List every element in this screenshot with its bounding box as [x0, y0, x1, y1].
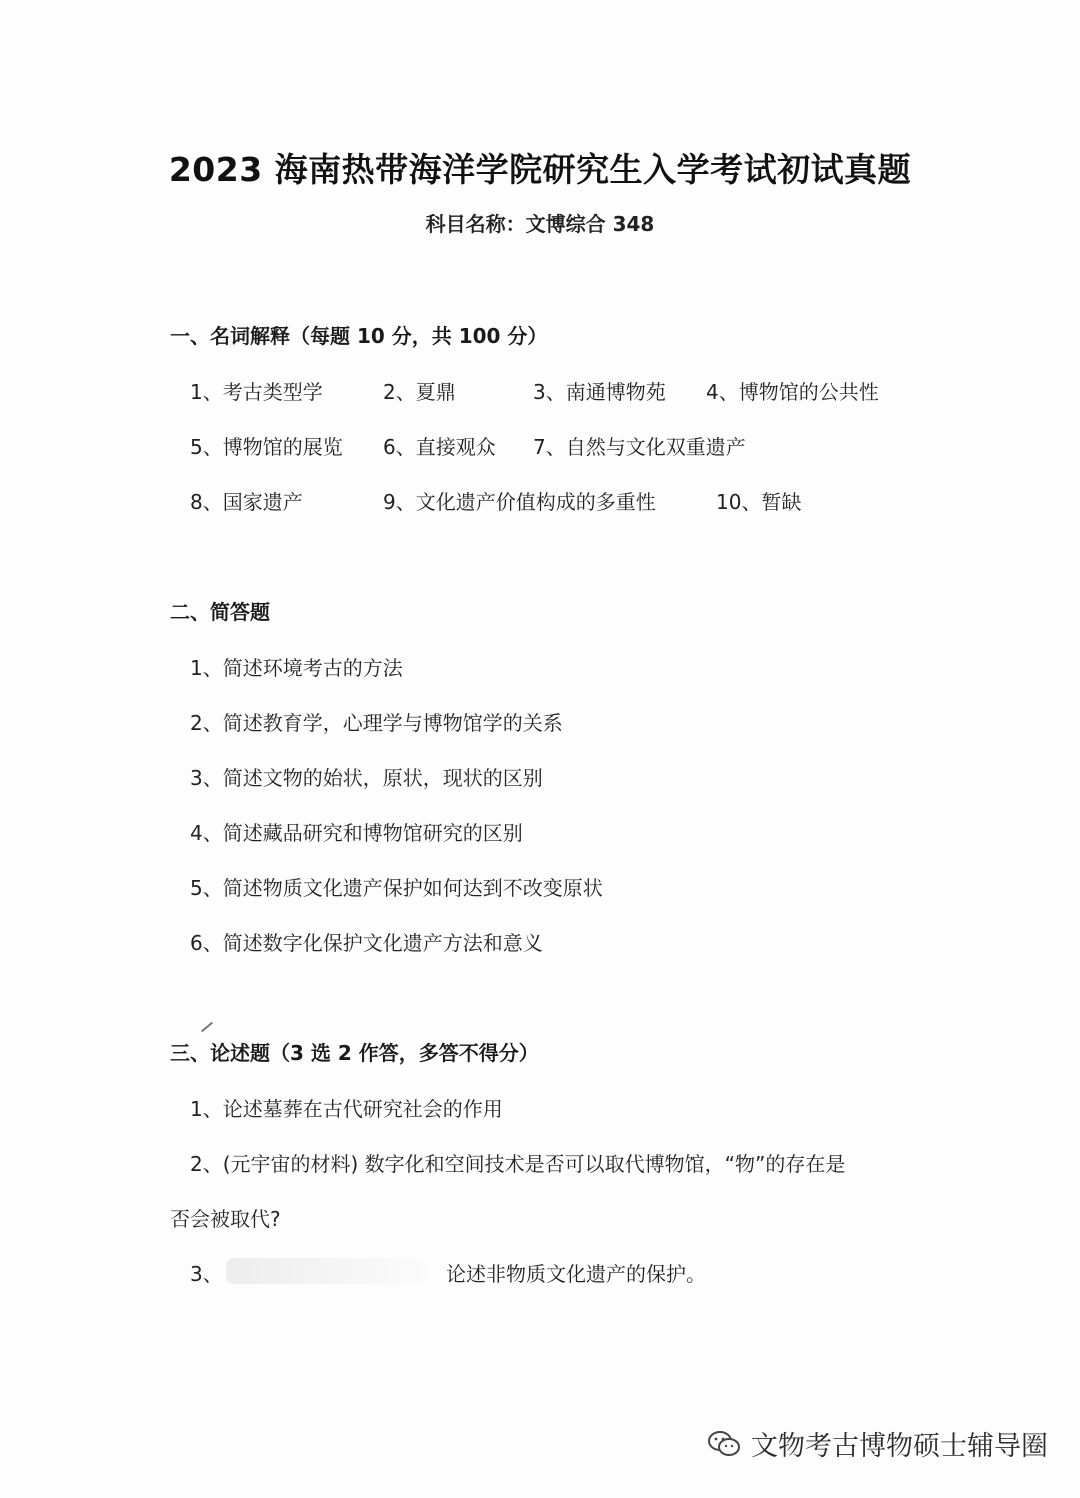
- question-item: 5、简述物质文化遗产保护如何达到不改变原状: [190, 876, 603, 900]
- wechat-icon: [707, 1430, 741, 1458]
- essay-item-text: 论述非物质文化遗产的保护。: [446, 1262, 706, 1286]
- essay-item: 2、(元宇宙的材料) 数字化和空间技术是否可以取代博物馆，“物”的存在是: [190, 1152, 846, 1176]
- question-item: 6、简述数字化保护文化遗产方法和意义: [190, 931, 543, 955]
- pen-mark: [201, 1022, 213, 1033]
- section-heading-terms: 一、名词解释（每题 10 分，共 100 分）: [170, 324, 548, 348]
- question-item: 2、简述教育学，心理学与博物馆学的关系: [190, 711, 563, 735]
- page-title: 2023 海南热带海洋学院研究生入学考试初试真题: [168, 150, 912, 189]
- term-item: 10、暂缺: [716, 490, 802, 514]
- section-heading-short-answer: 二、简答题: [170, 600, 270, 624]
- term-item: 5、博物馆的展览: [190, 435, 343, 459]
- term-item: 6、直接观众: [383, 435, 496, 459]
- question-item: 3、简述文物的始状，原状，现状的区别: [190, 766, 543, 790]
- question-item: 1、简述环境考古的方法: [190, 656, 403, 680]
- essay-item-continuation: 否会被取代?: [170, 1207, 281, 1231]
- essay-item-number: 3、: [190, 1262, 223, 1286]
- section-heading-essay: 三、论述题（3 选 2 作答，多答不得分）: [170, 1041, 539, 1065]
- watermark: [707, 1424, 1048, 1463]
- term-item: 4、博物馆的公共性: [706, 380, 879, 404]
- term-item: 8、国家遗产: [190, 490, 303, 514]
- term-item: 2、夏鼎: [383, 380, 456, 404]
- term-item: 1、考古类型学: [190, 380, 323, 404]
- watermark-text: 文物考古博物硕士辅导圈: [751, 1431, 1048, 1462]
- subject-name: 科目名称：文博综合 348: [425, 212, 655, 236]
- term-item: 7、自然与文化双重遗产: [533, 435, 746, 459]
- blurred-region: [226, 1258, 426, 1284]
- essay-item: 1、论述墓葬在古代研究社会的作用: [190, 1097, 503, 1121]
- term-item: 9、文化遗产价值构成的多重性: [383, 490, 656, 514]
- question-item: 4、简述藏品研究和博物馆研究的区别: [190, 821, 523, 845]
- term-item: 3、南通博物苑: [533, 380, 666, 404]
